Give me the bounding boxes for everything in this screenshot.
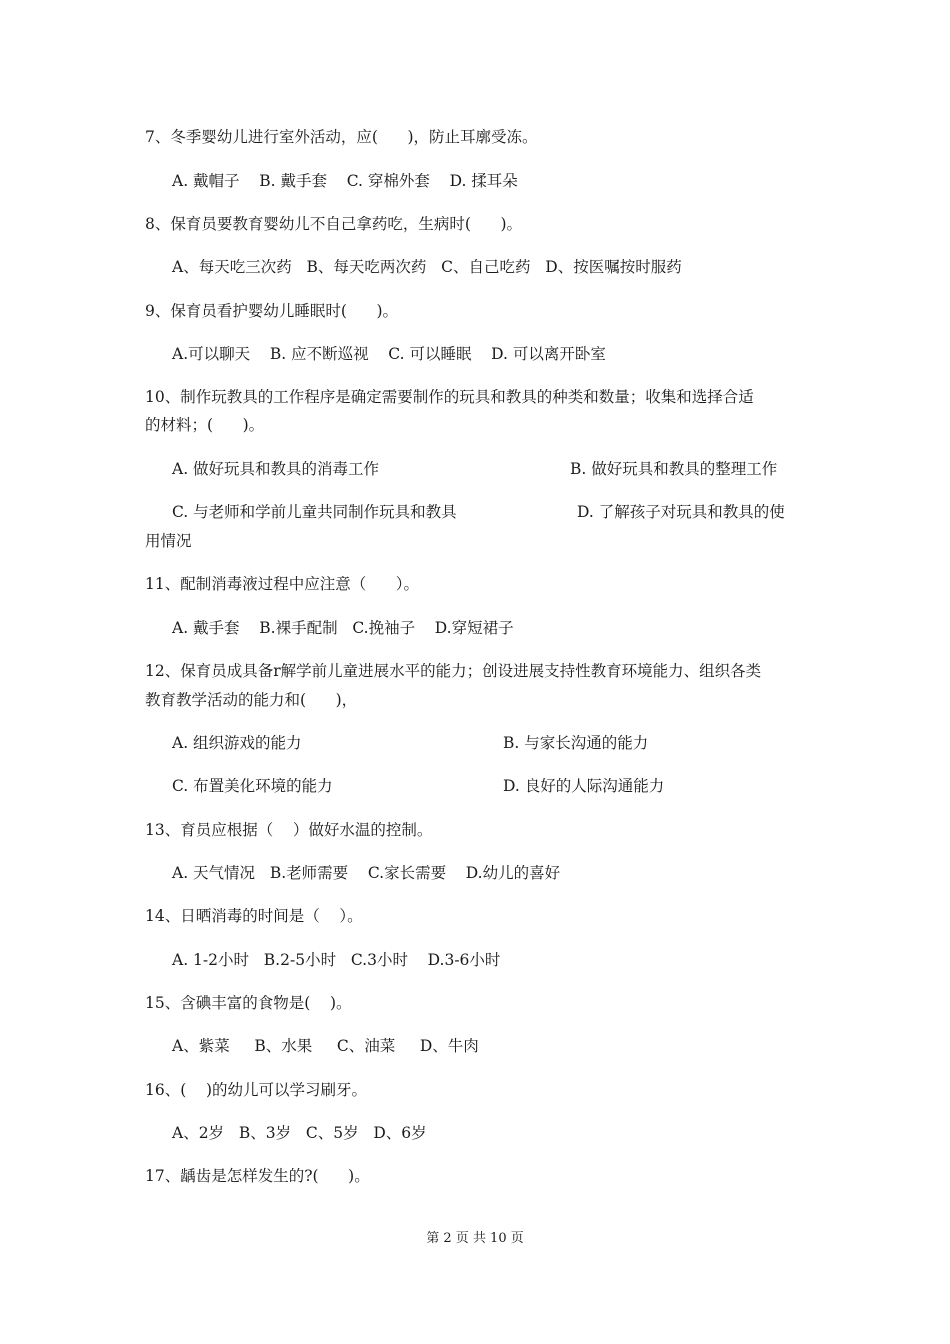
question-10-option-d-cont: 用情况 bbox=[145, 532, 192, 550]
page-footer: 第 2 页 共 10 页 bbox=[426, 1231, 524, 1246]
question-10-stem-cont: 的材料；( )。 bbox=[145, 416, 265, 434]
question-12-stem-cont: 教育教学活动的能力和( )， bbox=[145, 691, 358, 709]
question-10-option-b: B. 做好玩具和教具的整理工作 bbox=[570, 460, 778, 478]
question-8-stem: 8、保育员要教育婴幼儿不自己拿药吃，生病时( )。 bbox=[145, 215, 523, 233]
question-12-option-d: D. 良好的人际沟通能力 bbox=[503, 777, 665, 795]
question-17-stem: 17、龋齿是怎样发生的?( )。 bbox=[145, 1167, 370, 1185]
question-8-options: A、每天吃三次药 B、每天吃两次药 C、自己吃药 D、按医嘱按时服药 bbox=[172, 258, 682, 276]
question-13-stem: 13、育员应根据（ ）做好水温的控制。 bbox=[145, 821, 433, 839]
question-10-option-c: C. 与老师和学前儿童共同制作玩具和教具 bbox=[172, 503, 457, 521]
question-11-options: A. 戴手套 B.裸手配制 C.挽袖子 D.穿短裙子 bbox=[172, 619, 514, 637]
question-10-option-a: A. 做好玩具和教具的消毒工作 bbox=[172, 460, 380, 478]
question-15-options: A、紫菜 B、水果 C、油菜 D、牛肉 bbox=[172, 1037, 479, 1055]
question-10-option-d: D. 了解孩子对玩具和教具的使 bbox=[577, 503, 785, 521]
question-16-stem: 16、( )的幼儿可以学习刷牙。 bbox=[145, 1081, 368, 1099]
question-11-stem: 11、配制消毒液过程中应注意（ ）。 bbox=[145, 575, 420, 593]
question-7-stem: 7、冬季婴幼儿进行室外活动，应( )，防止耳廓受冻。 bbox=[145, 128, 538, 146]
question-15-stem: 15、含碘丰富的食物是( )。 bbox=[145, 994, 352, 1012]
question-16-options: A、2岁 B、3岁 C、5岁 D、6岁 bbox=[172, 1124, 427, 1142]
question-9-options: A.可以聊天 B. 应不断巡视 C. 可以睡眠 D. 可以离开卧室 bbox=[172, 345, 606, 363]
question-12-stem: 12、保育员成具备r解学前儿童进展水平的能力；创设进展支持性教育环境能力、组织各类 bbox=[145, 662, 762, 680]
question-12-option-b: B. 与家长沟通的能力 bbox=[503, 734, 649, 752]
question-14-options: A. 1-2小时 B.2-5小时 C.3小时 D.3-6小时 bbox=[172, 951, 501, 969]
question-12-option-a: A. 组织游戏的能力 bbox=[172, 734, 302, 752]
question-13-options: A. 天气情况 B.老师需要 C.家长需要 D.幼儿的喜好 bbox=[172, 864, 561, 882]
question-12-option-c: C. 布置美化环境的能力 bbox=[172, 777, 333, 795]
question-7-options: A. 戴帽子 B. 戴手套 C. 穿棉外套 D. 揉耳朵 bbox=[172, 172, 518, 190]
question-10-stem: 10、制作玩教具的工作程序是确定需要制作的玩具和教具的种类和数量；收集和选择合适 bbox=[145, 388, 754, 406]
question-9-stem: 9、保育员看护婴幼儿睡眠时( )。 bbox=[145, 302, 399, 320]
question-14-stem: 14、日晒消毒的时间是（ ）。 bbox=[145, 907, 363, 925]
